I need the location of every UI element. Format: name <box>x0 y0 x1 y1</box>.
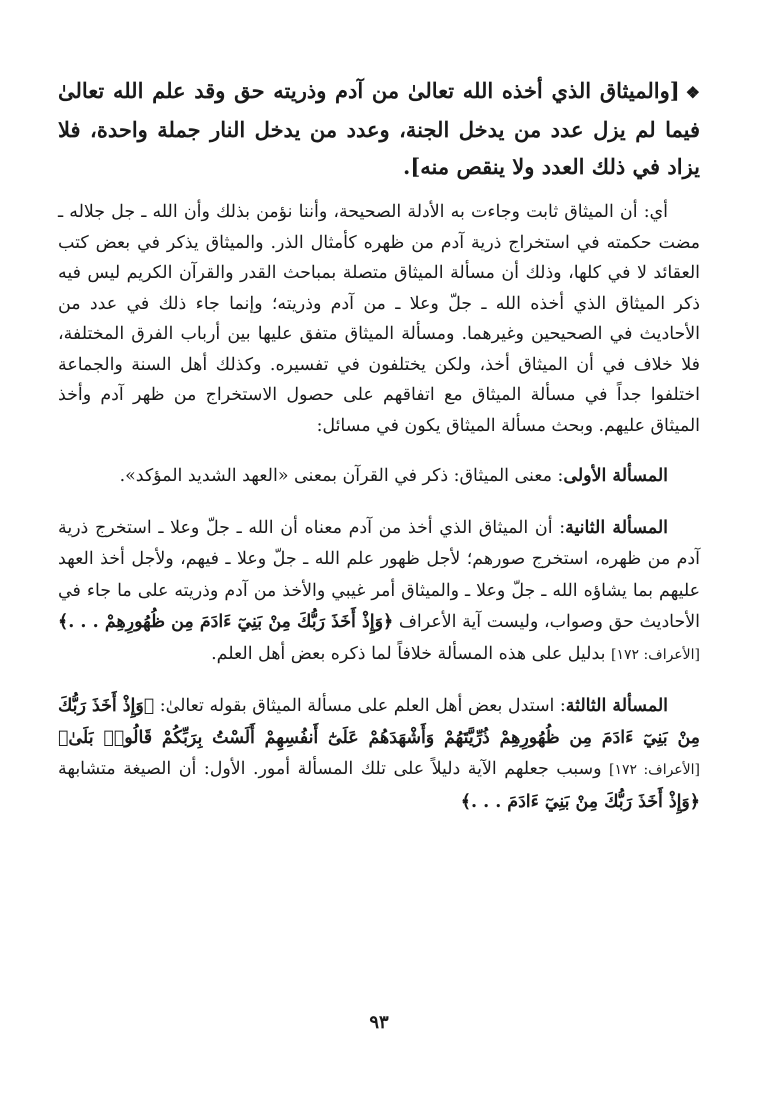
masala-first <box>58 461 700 493</box>
masala-second <box>58 513 700 672</box>
matn-text: [والميثاق الذي أخذه الله تعالىٰ من آدم وذريته حق وقد علم الله تعالىٰ فيما لم يزل عدد من يدخل الجنة، وعدد من يدخل النار جملة واحدة، فلا يزاد في ذلك العدد ولا ينقص منه]. <box>58 78 700 179</box>
masala-second-text-end: بدليل على هذه المسألة خلافاً لما ذكره بعض أهل العلم. <box>211 643 611 664</box>
masala-second-text: : أن الميثاق الذي أخذ من آدم معناه أن الله ـ جلّ وعلا ـ استخرج ذرية آدم من ظهره، استخرج صورهم؛ لأجل ظهور علم الله ـ جلّ وعلا ـ فيهم، ولأجل أخذ العهد عليهم بما يشاؤه الله ـ جلّ وعلا ـ والميثاق أمر غيبي والأخذ من آدم وذريته على ما جاء في الأحاديث حق وصواب، وليست آية الأعراف <box>58 517 700 632</box>
diamond-bullet-icon: ❖ <box>685 83 700 102</box>
masala-third <box>58 691 700 818</box>
verse-citation: [الأعراف: ١٧٢] <box>609 762 700 778</box>
quran-verse: ﴿وَإِذْ أَخَذَ رَبُّكَ مِنْ بَنِيٓ ءَادَمَ مِن ظُهُورِهِمْ . . .﴾ <box>58 612 394 632</box>
masala-third-text-middle: وسبب جعلهم الآية دليلاً على تلك المسألة أمور. الأول: أن الصيغة متشابهة <box>58 759 609 779</box>
masala-first-text: : معنى الميثاق: ذكر في القرآن بمعنى «العهد الشديد المؤكد». <box>119 466 564 486</box>
masala-third-title: المسألة الثالثة <box>565 696 669 716</box>
page-number: ٩٣ <box>369 1012 389 1033</box>
intro-paragraph: أي: أن الميثاق ثابت وجاءت به الأدلة الصحيحة، وأننا نؤمن بذلك وأن الله ـ جل جلاله ـ مضت حكمته في استخراج ذرية آدم من ظهره كأمثال الذر. والميثاق يذكر في بعض كتب العقائد لا في كلها، وذلك أن مسألة الميثاق متصلة بمباحث القدر والقرآن الكريم ليس فيه ذكر الميثاق الذي أخذه الله ـ جلّ وعلا ـ من آدم وذريته؛ وإنما جاء ذلك في عدد من الأحاديث في الصحيحين وغيرهما. ومسألة الميثاق متفق عليها بين أرباب الفرق المختلفة، فلا خلاف في أن الميثاق أخذ، ولكن يختلفون في تفسيره. وكذلك أهل السنة والجماعة اختلفوا جداً في مسألة الميثاق مع اتفاقهم على حصول الاستخراج من ظهر آدم وأخذ الميثاق عليهم. وبحث مسألة الميثاق يكون في مسائل: <box>58 202 700 436</box>
masala-second-title: المسألة الثانية <box>565 517 668 538</box>
masala-third-text: : استدل بعض أهل العلم على مسألة الميثاق بقوله تعالىٰ: <box>154 696 566 716</box>
matn-text-block <box>58 72 700 185</box>
verse-citation: [الأعراف: ١٧٢] <box>610 646 700 663</box>
quran-verse-short: ﴿وَإِذْ أَخَذَ رَبُّكَ مِنْ بَنِيٓ ءَادَمَ . . .﴾ <box>460 791 700 812</box>
quran-verse: ﴿وَإِذْ أَخَذَ رَبُّكَ مِنْ بَنِيٓ ءَادَمَ مِن ظُهُورِهِمْ ذُرِّيَّتَهُمْ وَأَشْهَدَهُمْ عَلَىٰٓ أَنفُسِهِمْ أَلَسْتُ بِرَبِّكُمْ قَالُوا۟ بَلَىٰ﴾ <box>58 696 700 748</box>
masala-first-title: المسألة الأولى <box>563 466 668 486</box>
